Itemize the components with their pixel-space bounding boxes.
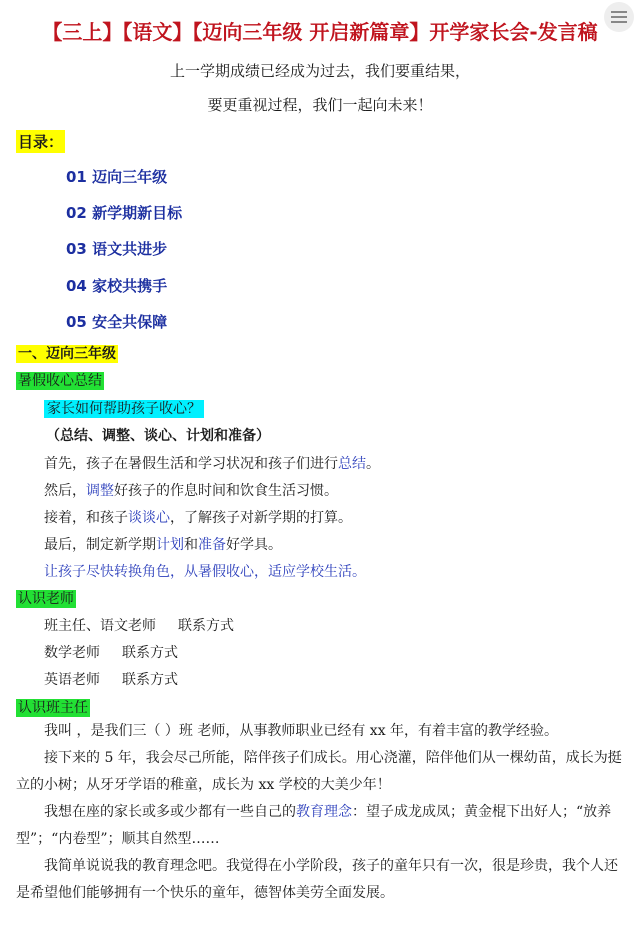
menu-button[interactable] [604, 2, 634, 32]
headteacher-paragraph: 我叫 ，是我们三（ ）班 老师，从事教师职业已经有 xx 年，有着丰富的教学经验。 [44, 723, 559, 739]
intro-line-1: 上一学期成绩已经成为过去，我们要重结果， [169, 62, 470, 80]
toc-heading: 目录： [16, 130, 65, 153]
toc-item[interactable]: 03 语文共进步 [66, 240, 168, 258]
toc-item[interactable]: 05 安全共保障 [66, 313, 168, 331]
summer-label: 暑假收心总结 [18, 373, 102, 389]
headteacher-label: 认识班主任 [18, 700, 88, 716]
summer-question: 家长如何帮助孩子收心？ [44, 400, 204, 418]
summer-paragraph: 最后，制定新学期计划和准备好学具。 [44, 537, 282, 553]
summer-conclusion: 让孩子尽快转换角色，从暑假收心，适应学校生活。 [44, 564, 366, 580]
teacher-row: 数学老师 联系方式 [44, 645, 178, 661]
teachers-label: 认识老师 [18, 591, 74, 607]
teacher-row: 英语老师 联系方式 [44, 672, 178, 688]
toc-item[interactable]: 04 家校共携手 [66, 277, 168, 295]
toc-item[interactable]: 02 新学期新目标 [66, 204, 183, 222]
document-title: 【三上】【语文】【迈向三年级 开启新篇章】开学家长会-发言稿 [42, 20, 598, 44]
summer-paragraph: 然后，调整好孩子的作息时间和饮食生活习惯。 [44, 483, 338, 499]
headteacher-paragraph: 我简单说说我的教育理念吧。我觉得在小学阶段，孩子的童年只有一次，很是珍贵，我个人还是希望他们能够拥有一个快乐的童年，德智体美劳全面发展。 [16, 858, 618, 901]
intro-line-2: 要更重视过程，我们一起向未来！ [207, 96, 433, 114]
summer-paragraph: 接着，和孩子谈谈心，了解孩子对新学期的打算。 [44, 510, 352, 526]
headteacher-paragraph: 我想在座的家长或多或少都有一些自己的教育理念：望子成龙成凤；黄金棍下出好人；“放养型”；“内卷型”；顺其自然型…… [16, 804, 612, 847]
headteacher-paragraph: 接下来的 5 年，我会尽己所能，陪伴孩子们成长。用心浇灌，陪伴他们从一棵幼苗，成长为挺立的小树；从牙牙学语的稚童，成长为 xx 学校的大美少年！ [16, 750, 622, 793]
teacher-row: 班主任、语文老师 联系方式 [44, 618, 234, 634]
toc-item[interactable]: 01 迈向三年级 [66, 168, 168, 186]
section-heading: 一、迈向三年级 [18, 346, 116, 362]
menu-icon [611, 11, 627, 23]
summer-paragraph: 首先，孩子在暑假生活和学习状况和孩子们进行总结。 [44, 456, 380, 472]
summer-keywords: （总结、调整、谈心、计划和准备） [46, 428, 270, 444]
